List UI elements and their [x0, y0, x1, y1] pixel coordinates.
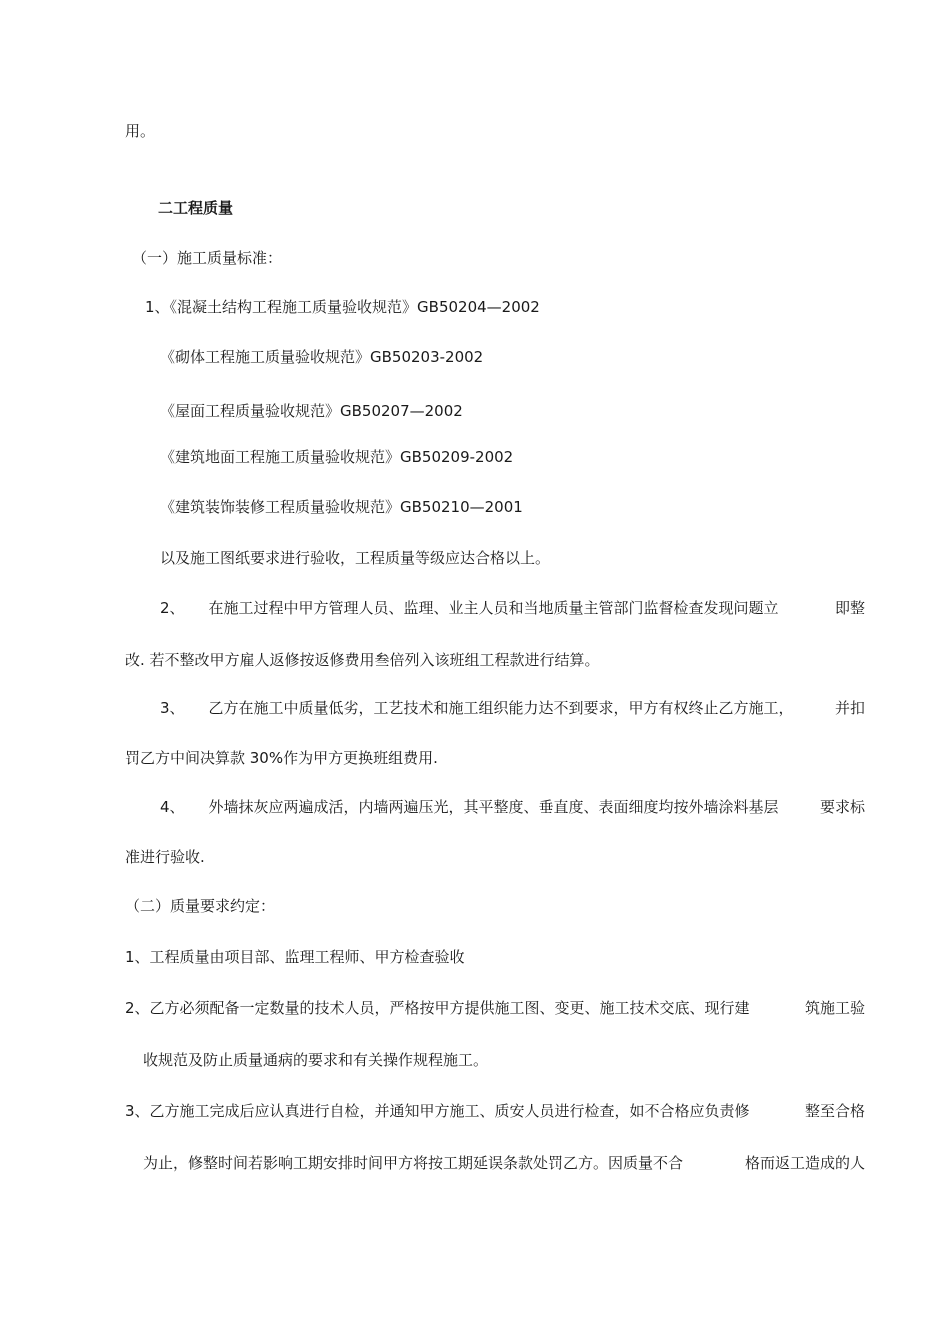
requirement-text: 筑施工验 — [804, 999, 865, 1017]
standard-item: 《屋面工程质量验收规范》GB50207—2002 — [160, 402, 463, 420]
paragraph-line — [160, 598, 865, 618]
paragraph-number: 3、 — [160, 699, 185, 717]
standard-item: 1、《混凝土结构工程施工质量验收规范》GB50204—2002 — [145, 298, 540, 316]
paragraph-line — [160, 698, 865, 718]
paragraph-text: 外墙抹灰应两遍成活，内墙两遍压光，其平整度、垂直度、表面细度均按外墙涂料基层 — [208, 798, 779, 816]
requirement-text: 格而返工造成的人 — [744, 1154, 865, 1172]
text-line: 用。 — [125, 122, 156, 140]
paragraph-line — [160, 797, 865, 817]
section-heading: 二工程质量 — [158, 199, 234, 217]
standard-item: 《建筑装饰装修工程质量验收规范》GB50210—2001 — [160, 498, 523, 516]
paragraph-text: 并扣 — [834, 699, 865, 717]
requirement-item: 1、工程质量由项目部、监理工程师、甲方检查验收 — [125, 948, 465, 966]
paragraph-text: 在施工过程中甲方管理人员、监理、业主人员和当地质量主管部门监督检查发现问题立 — [208, 599, 779, 617]
requirement-line — [125, 998, 865, 1018]
standard-item: 《砌体工程施工质量验收规范》GB50203-2002 — [160, 348, 484, 366]
paragraph-line: 罚乙方中间决算款 30%作为甲方更换班组费用. — [125, 749, 438, 767]
requirement-text: 3、乙方施工完成后应认真进行自检，并通知甲方施工、质安人员进行检查，如不合格应负责修 — [125, 1102, 750, 1120]
paragraph-line: 改. 若不整改甲方雇人返修按返修费用叁倍列入该班组工程款进行结算。 — [125, 651, 600, 669]
subsection-heading: （二）质量要求约定： — [125, 897, 276, 915]
standard-item: 《建筑地面工程施工质量验收规范》GB50209-2002 — [160, 448, 514, 466]
subsection-heading: （一）施工质量标准： — [132, 249, 283, 267]
paragraph-text: 要求标 — [819, 798, 865, 816]
requirement-line — [143, 1153, 865, 1173]
paragraph-number: 4、 — [160, 798, 185, 816]
requirement-line — [125, 1101, 865, 1121]
paragraph-line: 准进行验收. — [125, 848, 205, 866]
paragraph-text: 即整 — [834, 599, 865, 617]
paragraph-number: 2、 — [160, 599, 185, 617]
requirement-text: 2、乙方必须配备一定数量的技术人员，严格按甲方提供施工图、变更、施工技术交底、现行建 — [125, 999, 750, 1017]
paragraph-text: 乙方在施工中质量低劣，工艺技术和施工组织能力达不到要求，甲方有权终止乙方施工， — [208, 699, 794, 717]
requirement-text: 为止，修整时间若影响工期安排时间甲方将按工期延误条款处罚乙方。因质量不合 — [143, 1154, 684, 1172]
requirement-text: 整至合格 — [804, 1102, 865, 1120]
requirement-line: 收规范及防止质量通病的要求和有关操作规程施工。 — [143, 1051, 489, 1069]
text-line: 以及施工图纸要求进行验收，工程质量等级应达合格以上。 — [160, 549, 551, 567]
